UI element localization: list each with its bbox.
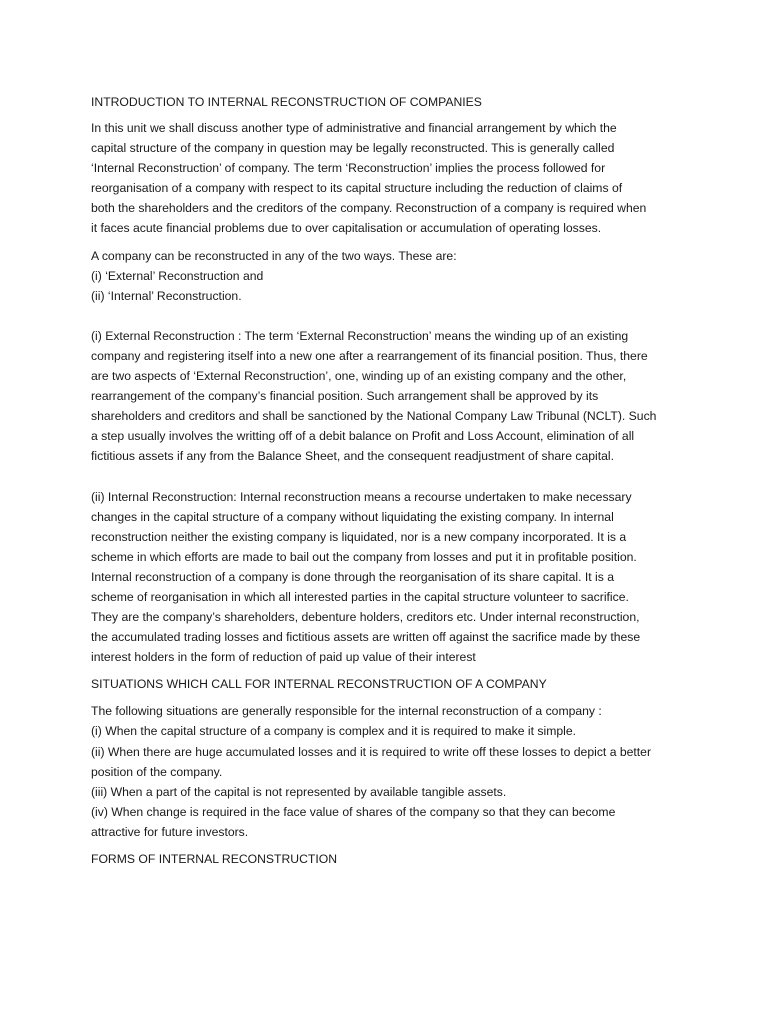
situations-line: The following situations are generally responsible for the internal reconstruction of a company : xyxy=(91,704,602,719)
ways-line: A company can be reconstructed in any of the two ways. These are: xyxy=(91,248,457,263)
situations-line: (i) When the capital structure of a company is complex and it is required to make it simple. xyxy=(91,724,576,739)
external-line: company and registering itself into a new one after a rearrangement of its financial position. Thus, there xyxy=(91,348,648,363)
internal-line: They are the company’s shareholders, debenture holders, creditors etc. Under internal reconstruction, xyxy=(91,610,640,625)
internal-paragraph xyxy=(91,487,691,668)
situations-paragraph xyxy=(91,701,691,842)
ways-paragraph xyxy=(91,246,691,306)
intro-paragraph xyxy=(91,118,691,239)
document-page xyxy=(91,92,691,869)
external-line: a step usually involves the writting off of a debit balance on Profit and Loss Account, elimination of all xyxy=(91,429,635,444)
intro-line: both the shareholders and the creditors of the company. Reconstruction of a company is required when xyxy=(91,201,647,216)
internal-line: scheme in which efforts are made to bail out the company from losses and put it in profitable position. xyxy=(91,549,637,564)
external-paragraph xyxy=(91,326,691,467)
internal-line: the accumulated trading losses and fictitious assets are written off against the sacrifice made by these xyxy=(91,630,641,645)
internal-line: changes in the capital structure of a company without liquidating the existing company. In internal xyxy=(91,509,614,524)
external-line: are two aspects of ‘External Reconstruction’, one, winding up of an existing company and the other, xyxy=(91,369,627,384)
internal-line: interest holders in the form of reduction of paid up value of their interest xyxy=(91,650,476,665)
situations-heading: SITUATIONS WHICH CALL FOR INTERNAL RECONSTRUCTION OF A COMPANY xyxy=(91,677,547,692)
internal-line: Internal reconstruction of a company is done through the reorganisation of its share capital. It is a xyxy=(91,569,615,584)
internal-line: scheme of reorganisation in which all interested parties in the capital structure volunteer to sacrifice. xyxy=(91,589,629,604)
situations-line: (ii) When there are huge accumulated losses and it is required to write off these losses to depict a better xyxy=(91,744,652,759)
situations-line: attractive for future investors. xyxy=(91,824,249,839)
intro-line: reorganisation of a company with respect to its capital structure including the reduction of claims of xyxy=(91,181,623,196)
external-line: (i) External Reconstruction : The term ‘External Reconstruction’ means the winding up of an existing xyxy=(91,328,629,343)
ways-line: (ii) ‘Internal’ Reconstruction. xyxy=(91,288,242,303)
document-title: INTRODUCTION TO INTERNAL RECONSTRUCTION OF COMPANIES xyxy=(91,95,482,109)
external-line: rearrangement of the company’s financial position. Such arrangement shall be approved by its xyxy=(91,389,599,404)
external-line: fictitious assets if any from the Balance Sheet, and the consequent readjustment of share capital. xyxy=(91,449,615,464)
intro-line: ‘Internal Reconstruction’ of company. The term ‘Reconstruction’ implies the process followed for xyxy=(91,161,606,176)
intro-line: In this unit we shall discuss another type of administrative and financial arrangement by which the xyxy=(91,121,617,135)
ways-line: (i) ‘External’ Reconstruction and xyxy=(91,268,264,283)
situations-line: (iv) When change is required in the face value of shares of the company so that they can become xyxy=(91,804,616,819)
internal-line: (ii) Internal Reconstruction: Internal reconstruction means a recourse undertaken to make necessary xyxy=(91,489,632,504)
intro-line: capital structure of the company in question may be legally reconstructed. This is generally called xyxy=(91,141,615,156)
internal-line: reconstruction neither the existing company is liquidated, nor is a new company incorporated. It is a xyxy=(91,529,627,544)
forms-heading: FORMS OF INTERNAL RECONSTRUCTION xyxy=(91,852,338,866)
situations-line: position of the company. xyxy=(91,764,223,779)
external-line: shareholders and creditors and shall be sanctioned by the National Company Law Tribunal (NCLT). Such xyxy=(91,409,657,424)
situations-line: (iii) When a part of the capital is not represented by available tangible assets. xyxy=(91,784,507,799)
intro-line: it faces acute financial problems due to over capitalisation or accumulation of operating losses. xyxy=(91,221,602,236)
